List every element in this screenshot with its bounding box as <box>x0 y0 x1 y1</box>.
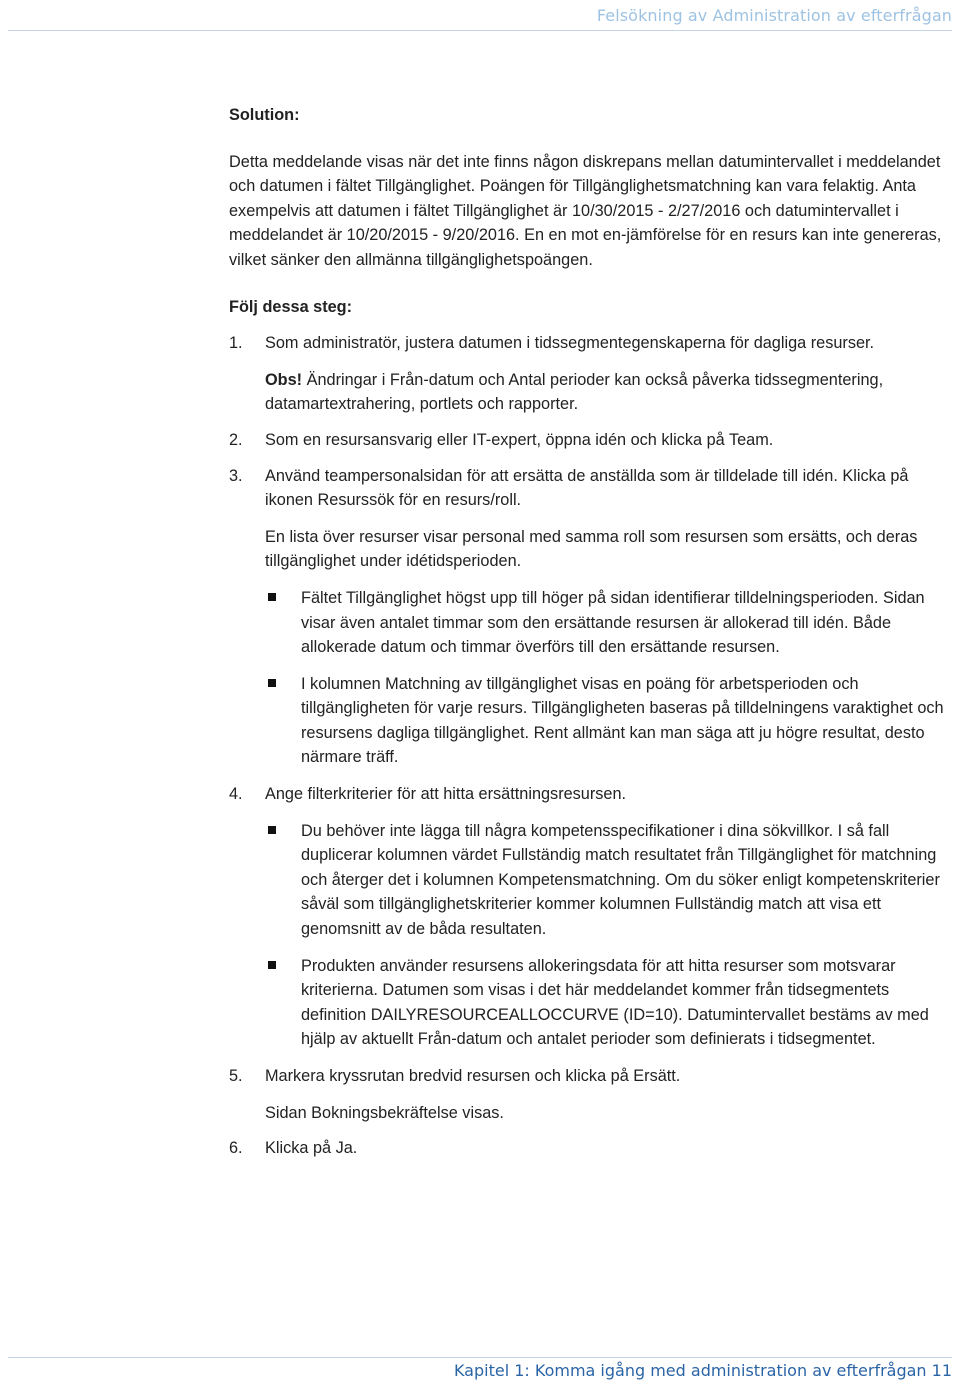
bullet-list <box>265 819 951 1052</box>
step-1 <box>229 331 951 417</box>
solution-heading: Solution: <box>229 106 300 124</box>
obs-note <box>265 368 951 417</box>
step-text: Klicka på Ja. <box>265 1139 358 1158</box>
square-bullet-icon <box>268 679 276 687</box>
obs-label: Obs! <box>265 370 303 389</box>
list-item <box>265 819 951 942</box>
list-item <box>265 586 951 660</box>
step-text: Använd teampersonalsidan för att ersätta de anställda som är tilldelade till idén. Klicka på ikonen Resurssök för en resurs/roll. <box>265 466 909 510</box>
step-text: Som administratör, justera datumen i tidssegmentegenskaperna för dagliga resurser. <box>265 334 875 353</box>
bullet-list <box>265 586 951 770</box>
step-number: 1. <box>229 334 243 353</box>
square-bullet-icon <box>268 826 276 834</box>
step-2 <box>229 428 951 453</box>
bullet-text: Du behöver inte lägga till några kompetensspecifikationer i dina sökvillkor. I så fall duplicerar kolumnen värdet Fullständig match resultatet från Tillgänglighet för matchning och återger det i kolumnen Kompetensmatchning. Om du söker enligt kompetenskriterier såväl som tillgänglighetskriterier kommer kolumnen Fullständig match att visa ett genomsnitt av de båda resultaten. <box>301 821 940 939</box>
step-number: 5. <box>229 1067 243 1085</box>
solution-intro-paragraph: Detta meddelande visas när det inte finns någon diskrepans mellan datumintervallet i meddelandet och datumen i fältet Tillgänglighet. Poängen för Tillgänglighetsmatchning kan vara felaktig. Anta exempelvis att datumen i fältet Tillgänglighet är 10/30/2015 - 2/27/2016 och datumintervallet i meddelandet är 10/20/2015 - 9/20/2016. En en mot en-jämförelse för en resurs kan inte genereras, vilket sänker den allmänna tillgänglighetspoängen. <box>229 152 942 269</box>
step-number: 4. <box>229 785 243 804</box>
square-bullet-icon <box>268 593 276 601</box>
obs-text: Ändringar i Från-datum och Antal perioder kan också påverka tidssegmentering, datamartextrahering, portlets och rapporter. <box>265 370 884 414</box>
step-paragraph: Sidan Bokningsbekräftelse visas. <box>265 1103 504 1122</box>
step-5 <box>229 1064 951 1125</box>
page-header-title: Felsökning av Administration av efterfrågan <box>596 6 952 25</box>
list-item <box>265 954 951 1052</box>
step-4 <box>229 782 951 1052</box>
list-item <box>265 672 951 770</box>
step-text: Som en resursansvarig eller IT-expert, öppna idén och klicka på Team. <box>265 430 774 449</box>
page-footer: Kapitel 1: Komma igång med administration av efterfrågan 11 <box>453 1361 952 1380</box>
bullet-text: Fältet Tillgänglighet högst upp till höger på sidan identifierar tilldelningsperioden. Sidan visar även antalet timmar som den ersättande resursen är allokerad till idén. Både allokerade datum och timmar överförs till den ersättande resursen. <box>301 588 925 657</box>
document-body <box>229 103 951 1172</box>
bullet-text: I kolumnen Matchning av tillgänglighet visas en poäng för arbetsperioden och tillgängligheten för varje resurs. Tillgängligheten baseras på tilldelningens varaktighet och resursens dagliga tillgänglighet. Rent allmänt kan man säga att ju högre resultat, desto närmare träff. <box>301 674 944 767</box>
square-bullet-icon <box>268 961 276 969</box>
step-text: Ange filterkriterier för att hitta ersättningsresursen. <box>265 785 627 804</box>
bullet-text: Produkten använder resursens allokeringsdata för att hitta resurser som motsvarar kriterierna. Datumen som visas i det här meddelandet kommer från tidsegmentets definition DAILYRESOURCEALLOCCURVE (ID=10). Datumintervallet bestäms av med hjälp av aktuellt Från-datum och antalet perioder som definierats i tidsegmentet. <box>301 956 929 1049</box>
step-text: Markera kryssrutan bredvid resursen och klicka på Ersätt. <box>265 1067 681 1085</box>
step-3 <box>229 464 951 771</box>
header-divider <box>8 30 952 31</box>
step-number: 2. <box>229 430 243 449</box>
step-number: 6. <box>229 1139 243 1158</box>
step-paragraph: En lista över resurser visar personal med samma roll som resursen som ersätts, och deras tillgänglighet under idétidsperioden. <box>265 527 918 571</box>
steps-heading: Följ dessa steg: <box>229 297 353 316</box>
step-number: 3. <box>229 466 243 485</box>
step-6 <box>229 1136 951 1161</box>
footer-divider <box>8 1357 952 1358</box>
